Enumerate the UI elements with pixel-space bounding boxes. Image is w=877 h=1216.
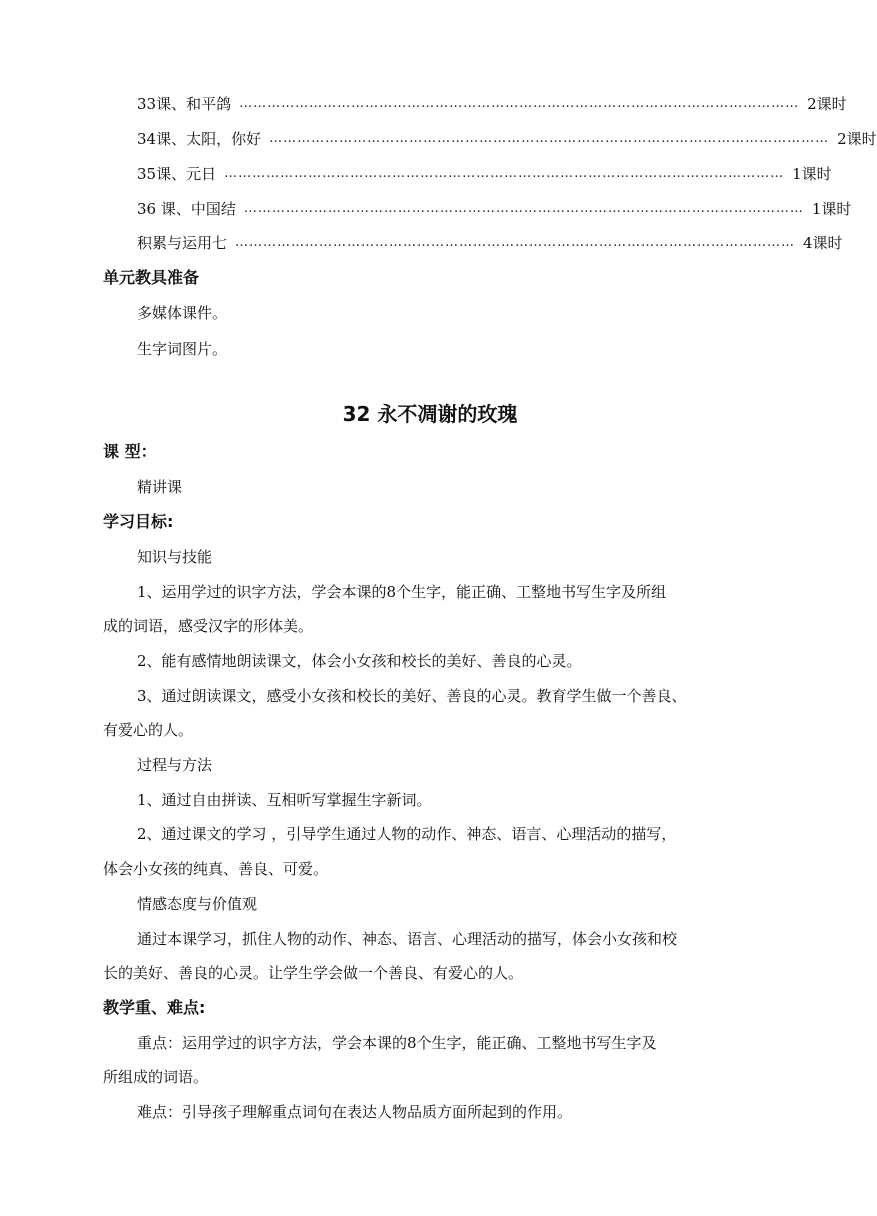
- toc-row: [137, 127, 877, 149]
- lesson-title: 32 永不凋谢的玫瑰: [342, 402, 518, 426]
- toc-row: [137, 92, 847, 114]
- paragraph-line: 体会小女孩的纯真、善良、可爱。: [103, 860, 329, 878]
- toc-leader: …………………………………………………………………………………………………………: [269, 130, 830, 146]
- paragraph-line: 2、通过课文的学习 ，引导学生通过人物的动作、神态、语言、心理活动的描写，: [137, 825, 677, 843]
- paragraph-line: 1、通过自由拼读、互相听写掌握生字新词。: [137, 791, 432, 809]
- paragraph-line: 有爱心的人。: [103, 721, 194, 739]
- toc-hours: 1课时: [792, 164, 832, 183]
- tools-item: 多媒体课件。: [137, 304, 228, 322]
- toc-hours: 2课时: [807, 94, 847, 113]
- toc-leader: …………………………………………………………………………………………………………: [243, 200, 804, 216]
- toc-label: 36 课、中国结: [137, 199, 236, 218]
- paragraph-line: 成的词语，感受汉字的形体美。: [103, 617, 314, 635]
- toc-label: 积累与运用七: [137, 233, 228, 252]
- toc-row: [137, 162, 832, 184]
- goals-heading: 学习目标:: [103, 512, 174, 531]
- toc-hours: 2课时: [837, 129, 877, 148]
- toc-row: [137, 197, 852, 219]
- toc-label: 33课、和平鸽: [137, 94, 232, 113]
- toc-leader: …………………………………………………………………………………………………………: [235, 234, 796, 250]
- paragraph-line: 3、通过朗读课文，感受小女孩和校长的美好、善良的心灵。教育学生做一个善良、: [137, 687, 687, 705]
- type-heading: 课 型：: [103, 442, 157, 461]
- type-value: 精讲课: [137, 478, 183, 496]
- toc-leader: …………………………………………………………………………………………………………: [224, 165, 785, 181]
- paragraph-line: 难点：引导孩子理解重点词句在表达人物品质方面所起到的作用。: [137, 1103, 573, 1121]
- toc-label: 34课、太阳，你好: [137, 129, 262, 148]
- attitude-heading: 情感态度与价值观: [137, 895, 258, 913]
- toc-leader: …………………………………………………………………………………………………………: [239, 95, 800, 111]
- paragraph-line: 2、能有感情地朗读课文，体会小女孩和校长的美好、善良的心灵。: [137, 652, 582, 670]
- paragraph-line: 通过本课学习，抓住人物的动作、神态、语言、心理活动的描写，体会小女孩和校: [137, 930, 678, 948]
- tools-heading: 单元教具准备: [103, 268, 200, 287]
- toc-row: [137, 231, 843, 253]
- paragraph-line: 重点：运用学过的识字方法，学会本课的8个生字，能正确、工整地书写生字及: [137, 1034, 657, 1052]
- paragraph-line: 所组成的词语。: [103, 1068, 209, 1086]
- focus-heading: 教学重、难点:: [103, 998, 206, 1017]
- tools-item: 生字词图片。: [137, 340, 228, 358]
- paragraph-line: 长的美好、善良的心灵。让学生学会做一个善良、有爱心的人。: [103, 964, 524, 982]
- toc-hours: 4课时: [803, 233, 843, 252]
- paragraph-line: 1、运用学过的识字方法，学会本课的8个生字，能正确、工整地书写生字及所组: [137, 583, 667, 601]
- knowledge-heading: 知识与技能: [137, 548, 213, 566]
- toc-label: 35课、元日: [137, 164, 217, 183]
- toc-hours: 1课时: [811, 199, 852, 218]
- process-heading: 过程与方法: [137, 756, 213, 774]
